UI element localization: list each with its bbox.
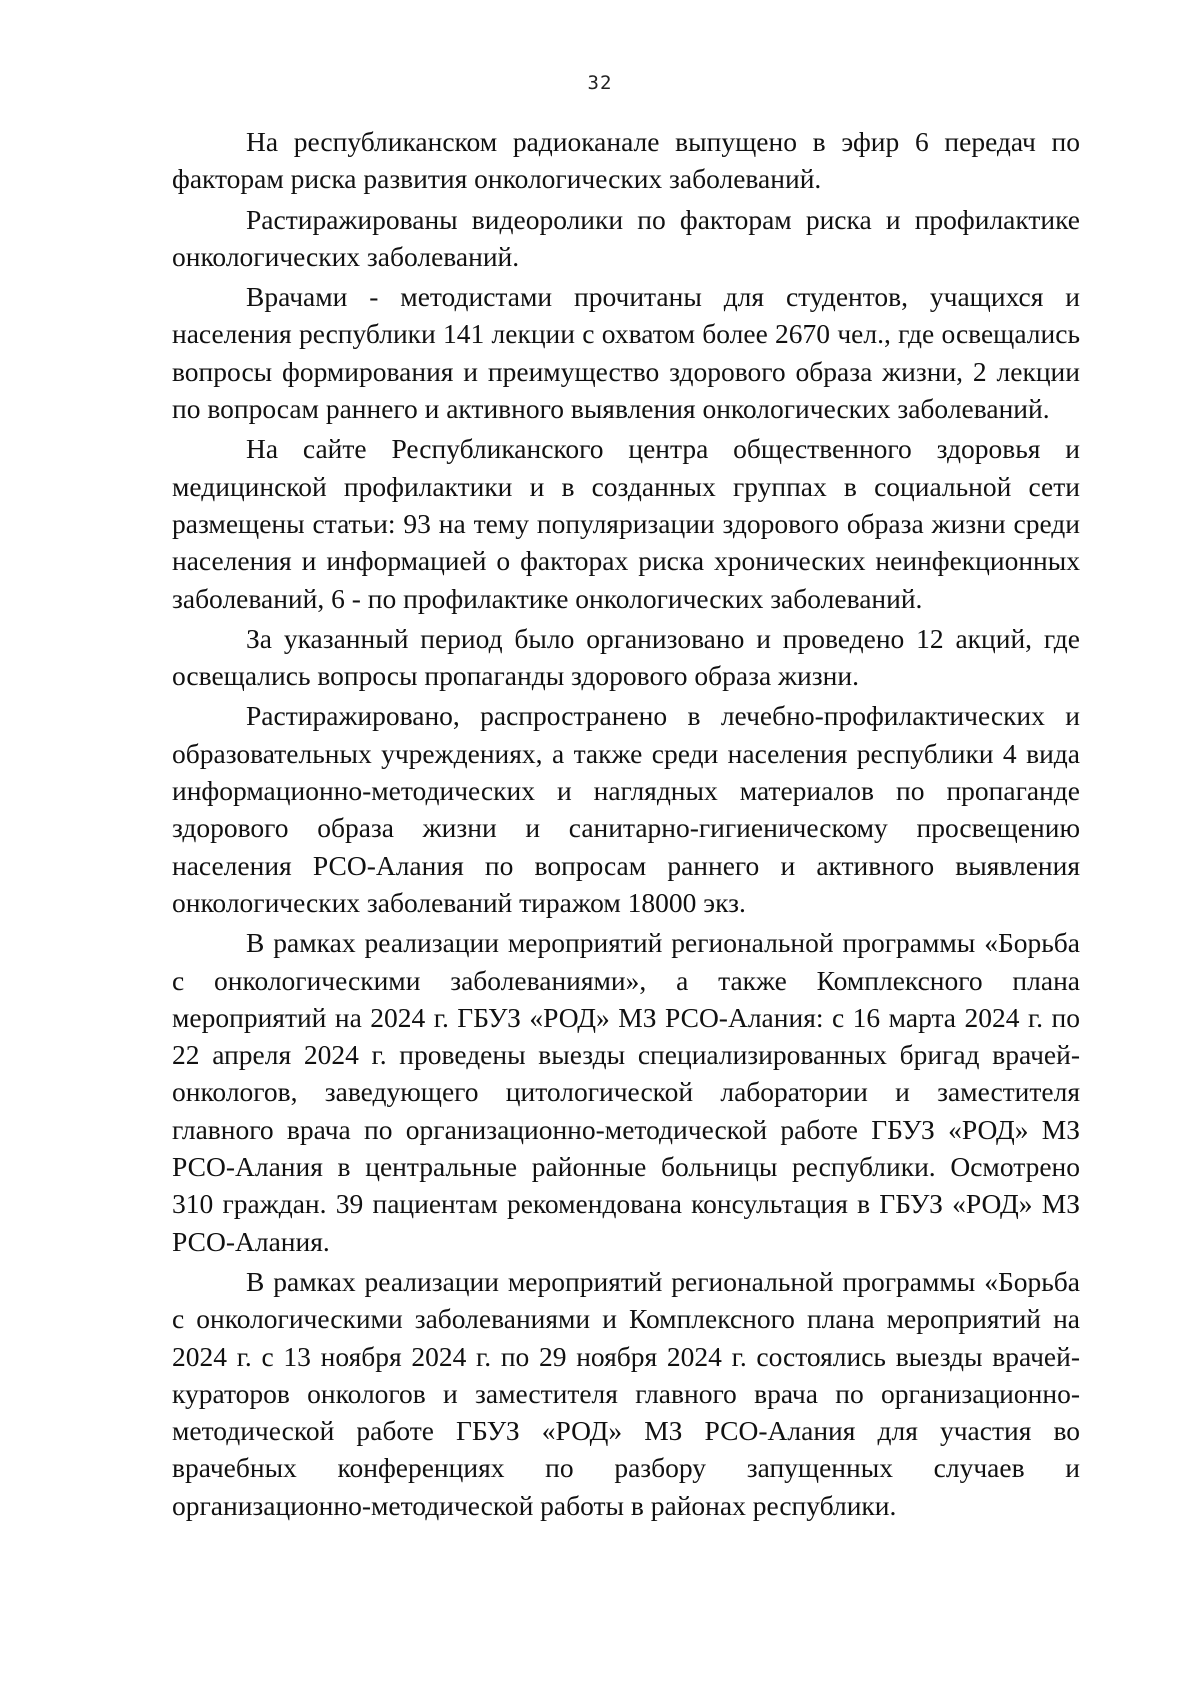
paragraph-field-visits-spring: В рамках реализации мероприятий региональной программы «Борьба с онкологическими заболеваниями», а также Комплексного плана мероприятий на 2024 г. ГБУЗ «РОД» МЗ РСО-Алания: с 16 марта 2024 г. по 22 апреля 2024 г. проведены выезды специализированных бригад врачей-онкологов, заведующего цитологической лаборатории и заместителя главного врача по организационно-методической работе ГБУЗ «РОД» МЗ РСО-Алания в центральные районные больницы республики. Осмотрено 310 граждан. 39 пациентам рекомендована консультация в ГБУЗ «РОД» МЗ РСО-Алания. <box>172 927 1080 1257</box>
page-number: 32 <box>587 72 613 94</box>
paragraph-website-articles: На сайте Республиканского центра общественного здоровья и медицинской профилактики и в созданных группах в социальной сети размещены статьи: 93 на тему популяризации здорового образа жизни среди населения и информацией о факторах риска хронических неинфекционных заболеваний, 6 - по профилактике онкологических заболеваний. <box>172 433 1080 614</box>
paragraph-radio-broadcasts: На республиканском радиоканале выпущено в эфир 6 передач по факторам риска развития онкологических заболеваний. <box>172 126 1080 195</box>
paragraph-campaigns: За указанный период было организовано и проведено 12 акций, где освещались вопросы пропаганды здорового образа жизни. <box>172 622 1080 692</box>
paragraph-video-clips: Растиражированы видеоролики по факторам риска и профилактике онкологических заболеваний. <box>172 203 1080 272</box>
paragraph-printed-materials: Растиражировано, распространено в лечебно-профилактических и образовательных учреждениях, а также среди населения республики 4 вида информационно-методических и наглядных материалов по пропаганде здорового образа жизни и санитарно-гигиеническому просвещению населения РСО-Алания по вопросам раннего и активного выявления онкологических заболеваний тиражом 18000 экз. <box>172 700 1080 918</box>
paragraph-lectures: Врачами - методистами прочитаны для студентов, учащихся и населения республики 141 лекции с охватом более 2670 чел., где освещались вопросы формирования и преимущество здорового образа жизни, 2 лекции по вопросам раннего и активного выявления онкологических заболеваний. <box>172 281 1080 425</box>
paragraph-field-visits-november: В рамках реализации мероприятий региональной программы «Борьба с онкологическими заболеваниями и Комплексного плана мероприятий на 2024 г. с 13 ноября 2024 г. по 29 ноября 2024 г. состоялись выезды врачей-кураторов онкологов и заместителя главного врача по организационно-методической работе ГБУЗ «РОД» МЗ РСО-Алания для участия во врачебных конференциях по разбору запущенных случаев и организационно-методической работы в районах республики. <box>172 1265 1080 1521</box>
document-body <box>172 123 1080 1527</box>
